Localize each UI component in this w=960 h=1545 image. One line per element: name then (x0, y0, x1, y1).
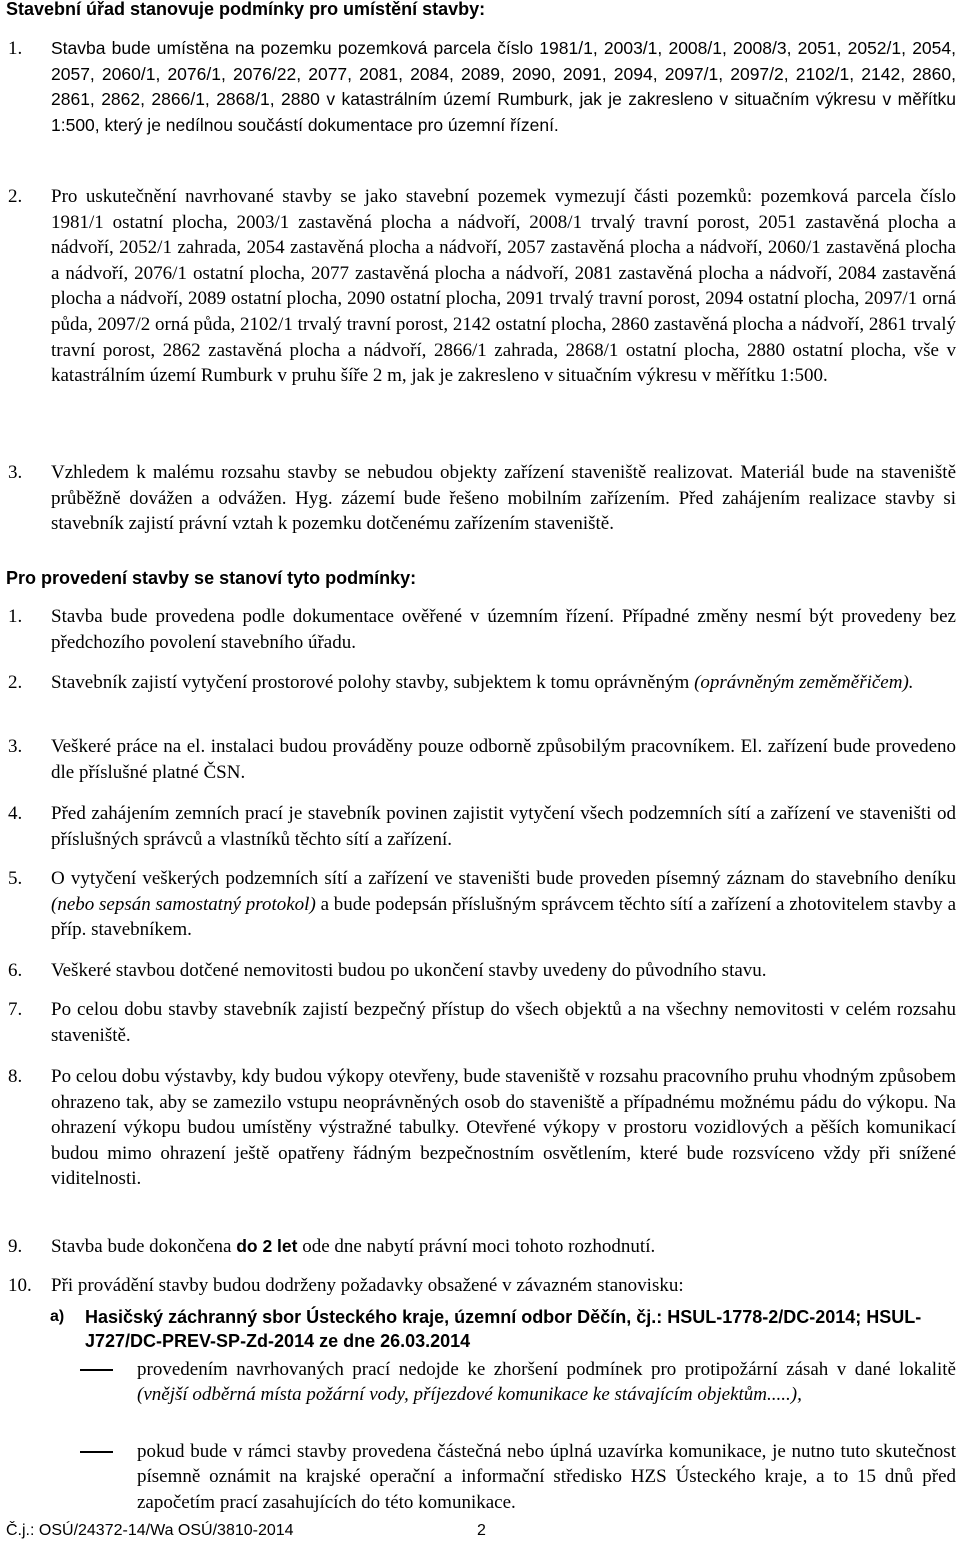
item-number: 2. (8, 672, 23, 693)
binding-opinion-a (50, 1305, 956, 1353)
item-number: 1. (8, 606, 23, 627)
item-text: Stavba bude provedena podle dokumentace ověřené v územním řízení. Případné změny nesmí být provedeny bez předchozího povolení stavebního úřadu. (51, 606, 956, 653)
item-text-part-b: a bude podepsán příslušným správcem těchto sítí a zařízení a zhotovitelem stavby a příp. stavebníkem. (51, 893, 956, 941)
deadline-bold: do 2 let (236, 1236, 298, 1256)
dash-bullet-icon (80, 1369, 113, 1371)
condition-item-5 (8, 866, 956, 943)
placement-item-3 (8, 460, 956, 537)
item-number: 5. (8, 868, 23, 889)
condition-item-9 (8, 1234, 956, 1260)
heading-placement-conditions: Stavební úřad stanovuje podmínky pro umístění stavby: (6, 0, 486, 19)
item-text: Po celou dobu výstavby, kdy budou výkopy otevřeny, bude staveniště v rozsahu pracovního pruhu vhodným způsobem ohrazeno tak, aby se zamezilo vstupu neoprávněných osob do staveniště a případnému možnému pádu do výkopu. Na ohrazení výkopu budou umístěny výstražné tabulky. Otevřené výkopy v prostoru vozidlových a pěších komunikací budou mimo ohrazení ještě opatřeny řádným bezpečnostním osvětlením, které bude rozsvíceno vždy při snížené viditelnosti. (51, 1066, 956, 1190)
bullet-text (137, 1357, 956, 1408)
item-text: Při provádění stavby budou dodrženy požadavky obsažené v závazném stanovisku: (51, 1275, 684, 1296)
bullet-text-italic: (vnější odběrná místa požární vody, příjezdové komunikace ke stávajícím objektům.....), (137, 1384, 802, 1406)
item-text-main: Stavebník zajistí vytyčení prostorové polohy stavby, subjektem k tomu oprávněným (51, 672, 690, 693)
bullet-text-main: provedením navrhovaných prací nedojde ke zhoršení podmínek pro protipožární zásah v dané lokalitě (137, 1359, 956, 1380)
condition-item-3 (8, 734, 956, 785)
item-text: Vzhledem k malému rozsahu stavby se nebudou objekty zařízení staveniště realizovat. Materiál bude na staveniště průběžně dovážen a odvážen. Hyg. zázemí bude řešeno mobilním zařízením. Před zahájením realizace stavby si stavebník zajistí právní vztah k pozemku dotčenému zařízením staveniště. (51, 462, 956, 535)
condition-item-6 (8, 958, 956, 984)
heading-construction-conditions: Pro provedení stavby se stanoví tyto podmínky: (6, 568, 417, 588)
item-number: 8. (8, 1066, 23, 1087)
page-number: 2 (477, 1522, 486, 1539)
sub-item-letter: a) (50, 1308, 65, 1325)
bullet-item-1 (80, 1357, 956, 1408)
item-number: 6. (8, 960, 23, 981)
placement-item-2 (8, 184, 956, 389)
item-number: 1. (8, 38, 23, 59)
item-number: 4. (8, 803, 23, 824)
condition-item-10 (8, 1273, 956, 1299)
item-text: Stavba bude umístěna na pozemku pozemková parcela číslo 1981/1, 2003/1, 2008/1, 2008/3, 2051, 2052/1, 2054, 2057, 2060/1, 2076/1, 2076/22, 2077, 2081, 2084, 2089, 2090, 2091, 2094, 2097/1, 2097/2, 2102/1, 2142, 2860, 2861, 2862, 2866/1, 2868/1, 2880 v katastrálním území Rumburk, jak je zakresleno v situačním výkresu v měřítku 1:500, který je nedílnou součástí dokumentace pro územní řízení. (51, 38, 956, 135)
item-text (51, 670, 956, 696)
footer-reference: Č.j.: OSÚ/24372-14/Wa OSÚ/3810-2014 (6, 1522, 294, 1539)
item-text-part-b: ode dne nabytí právní moci tohoto rozhodnutí. (302, 1236, 656, 1257)
item-text-italic: (nebo sepsán samostatný protokol) (51, 893, 316, 915)
bullet-text: pokud bude v rámci stavby provedena částečná nebo úplná uzavírka komunikace, je nutno tuto skutečnost písemně oznámit na krajské operační a informační středisko HZS Ústeckého kraje, a to 15 dnů před započetím prací zasahujících do této komunikace. (137, 1441, 956, 1513)
condition-item-2 (8, 670, 956, 696)
item-text: Pro uskutečnění navrhované stavby se jako stavební pozemek vymezují části pozemků: pozemková parcela číslo 1981/1 ostatní plocha, 2003/1 zastavěná plocha a nádvoří, 2008/1 trvalý travní porost, 2051 zastavěná plocha a nádvoří, 2052/1 zahrada, 2054 zastavěná plocha a nádvoří, 2057 zastavěná plocha a nádvoří, 2060/1 zastavěná plocha a nádvoří, 2076/1 ostatní plocha, 2077 zastavěná plocha a nádvoří, 2081 zastavěná plocha a nádvoří, 2084 zastavěná plocha a nádvoří, 2089 ostatní plocha, 2090 ostatní plocha, 2091 trvalý travní porost, 2094 ostatní plocha, 2097/1 orná půda, 2097/2 orná půda, 2102/1 trvalý travní porost, 2142 ostatní plocha, 2860 zastavěná plocha a nádvoří, 2861 trvalý travní porost, 2862 zastavěná plocha a nádvoří, 2866/1 zahrada, 2868/1 ostatní plocha, 2880 ostatní plocha, vše v katastrálním území Rumburk v pruhu šíře 2 m, jak je zakresleno v situačním výkresu v měřítku 1:500. (51, 186, 956, 387)
item-number: 10. (8, 1275, 32, 1296)
item-text (51, 1234, 956, 1260)
bullet-item-2 (80, 1439, 956, 1515)
sub-item-text: Hasičský záchranný sbor Ústeckého kraje, územní odbor Děčín, čj.: HSUL-1778-2/DC-2014; HSUL-J727/DC-PREV-SP-Zd-2014 ze dne 26.03.2014 (85, 1307, 922, 1351)
dash-bullet-icon (80, 1451, 113, 1453)
condition-item-1 (8, 604, 956, 655)
item-number: 3. (8, 462, 23, 483)
condition-item-4 (8, 801, 956, 852)
item-number: 3. (8, 736, 23, 757)
item-text: Před zahájením zemních prací je stavebník povinen zajistit vytyčení všech podzemních sítí a zařízení ve staveništi od příslušných správců a vlastníků těchto sítí a zařízení. (51, 803, 956, 850)
item-text: Veškeré práce na el. instalaci budou prováděny pouze odborně způsobilým pracovníkem. El. zařízení bude provedeno dle příslušné platné ČSN. (51, 736, 956, 783)
item-text (51, 866, 956, 943)
item-text: Po celou dobu stavby stavebník zajistí bezpečný přístup do všech objektů a na všechny nemovitosti v celém rozsahu staveniště. (51, 999, 956, 1046)
condition-item-8 (8, 1064, 956, 1192)
condition-item-7 (8, 997, 956, 1048)
item-text: Veškeré stavbou dotčené nemovitosti budou po ukončení stavby uvedeny do původního stavu. (51, 960, 767, 981)
item-number: 2. (8, 186, 23, 207)
item-text-part-a: Stavba bude dokončena (51, 1236, 232, 1257)
item-text-part-a: O vytyčení veškerých podzemních sítí a zařízení ve staveništi bude proveden písemný záznam do stavebního deníku (51, 868, 956, 889)
placement-item-1 (8, 36, 956, 138)
item-number: 7. (8, 999, 23, 1020)
item-number: 9. (8, 1236, 23, 1257)
item-text-italic: (oprávněným zeměměřičem). (694, 672, 914, 693)
